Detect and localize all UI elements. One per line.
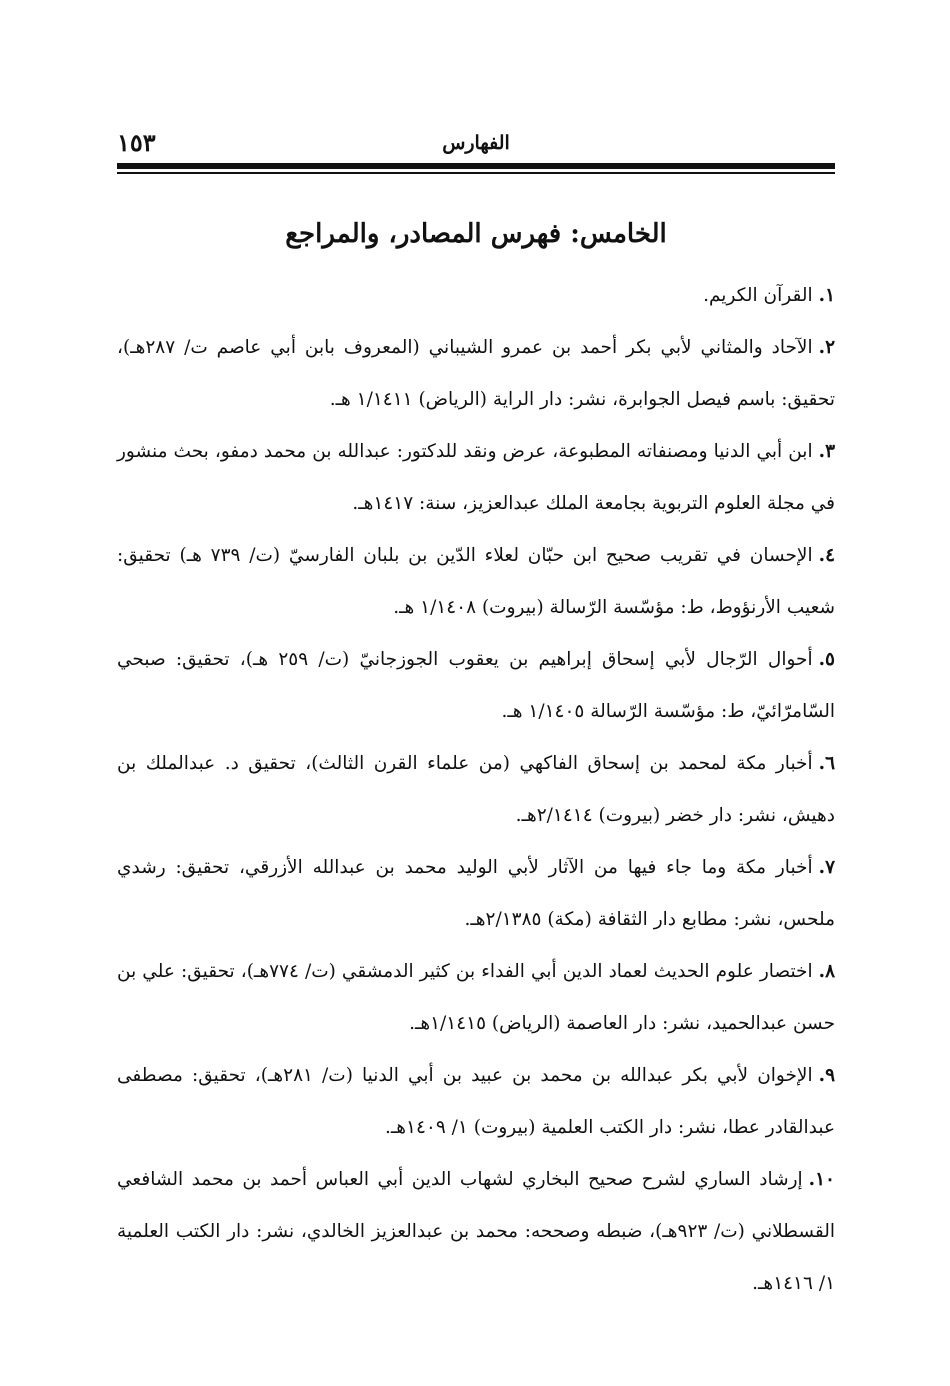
reference-entry	[117, 634, 835, 738]
entry-number: ٦.	[818, 753, 835, 774]
reference-entry	[117, 1154, 835, 1310]
entry-number: ١.	[818, 285, 835, 306]
entry-text: الإحسان في تقريب صحيح ابن حبّان لعلاء الدّين بن بلبان الفارسيّ (ت/ ٧٣٩ هـ) تحقيق: شعيب الأرنؤوط، ط: مؤسّسة الرّسالة (بيروت) ١/١٤٠٨ هـ.	[117, 545, 835, 618]
entry-text: أخبار مكة لمحمد بن إسحاق الفاكهي (من علماء القرن الثالث)، تحقيق د. عبدالملك بن دهيش، نشر: دار خضر (بيروت) ٢/١٤١٤هـ.	[117, 753, 835, 826]
entry-number: ٤.	[818, 545, 835, 566]
entry-number: ٢.	[818, 337, 835, 358]
entry-text: أحوال الرّجال لأبي إسحاق إبراهيم بن يعقوب الجوزجانيّ (ت/ ٢٥٩ هـ)، تحقيق: صبحي السّامرّائيّ، ط: مؤسّسة الرّسالة ١/١٤٠٥ هـ.	[117, 649, 835, 722]
entry-number: ٩.	[818, 1065, 835, 1086]
page-header	[117, 128, 835, 158]
running-title: الفهارس	[442, 132, 510, 154]
reference-entry	[117, 322, 835, 426]
entry-number: ٧.	[818, 857, 835, 878]
reference-entry	[117, 738, 835, 842]
entry-text: القرآن الكريم.	[703, 285, 813, 306]
reference-entry	[117, 1050, 835, 1154]
entry-text: أخبار مكة وما جاء فيها من الآثار لأبي الوليد محمد بن عبدالله الأزرقي، تحقيق: رشدي ملحس، نشر: مطابع دار الثقافة (مكة) ٢/١٣٨٥هـ.	[117, 857, 835, 930]
reference-entry	[117, 946, 835, 1050]
entry-text: إرشاد الساري لشرح صحيح البخاري لشهاب الدين أبي العباس أحمد بن محمد الشافعي القسطلاني (ت/ ٩٢٣هـ)، ضبطه وصححه: محمد بن عبدالعزيز الخالدي، نشر: دار الكتب العلمية ١/ ١٤١٦هـ.	[117, 1169, 835, 1294]
entry-text: ابن أبي الدنيا ومصنفاته المطبوعة، عرض ونقد للدكتور: عبدالله بن محمد دمفو، بحث منشور في مجلة العلوم التربوية بجامعة الملك عبدالعزيز، سنة: ١٤١٧هـ.	[117, 441, 835, 514]
header-rule-thick	[117, 163, 835, 169]
entry-number: ٨.	[818, 961, 835, 982]
entry-text: الإخوان لأبي بكر عبدالله بن محمد بن عبيد بن أبي الدنيا (ت/ ٢٨١هـ)، تحقيق: مصطفى عبدالقادر عطا، نشر: دار الكتب العلمية (بيروت) ١/ ١٤٠٩هـ.	[117, 1065, 835, 1138]
reference-entry	[117, 270, 835, 322]
entry-number: ٥.	[818, 649, 835, 670]
entry-text: اختصار علوم الحديث لعماد الدين أبي الفداء بن كثير الدمشقي (ت/ ٧٧٤هـ)، تحقيق: علي بن حسن عبدالحميد، نشر: دار العاصمة (الرياض) ١/١٤١٥هـ.	[117, 961, 835, 1034]
entry-number: ١٠.	[808, 1169, 835, 1190]
page-number: ١٥٣	[117, 128, 156, 157]
section-title: الخامس: فهرس المصادر، والمراجع	[285, 219, 667, 249]
header-rule-thin	[117, 172, 835, 174]
entry-text: الآحاد والمثاني لأبي بكر أحمد بن عمرو الشيباني (المعروف بابن أبي عاصم ت/ ٢٨٧هـ)، تحقيق: باسم فيصل الجوابرة، نشر: دار الراية (الرياض) ١/١٤١١ هـ.	[117, 337, 835, 410]
reference-entry	[117, 842, 835, 946]
entry-number: ٣.	[818, 441, 835, 462]
reference-entry	[117, 426, 835, 530]
reference-entry	[117, 530, 835, 634]
references-list	[117, 270, 835, 1310]
